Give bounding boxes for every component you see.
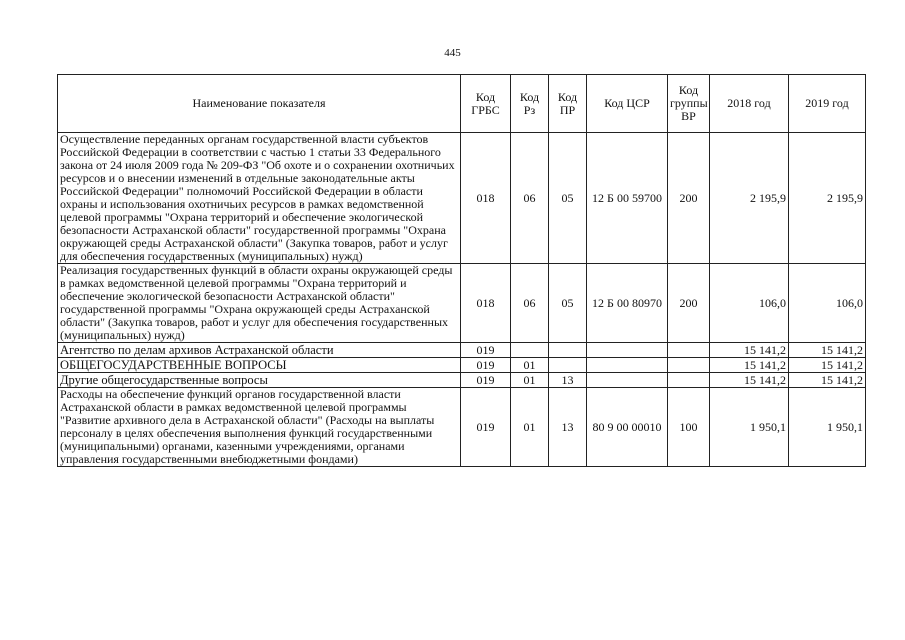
row-2018: 15 141,2 xyxy=(710,343,789,358)
row-2018: 1 950,1 xyxy=(710,388,789,467)
row-name: Агентство по делам архивов Астраханской области xyxy=(58,343,461,358)
row-vr: 200 xyxy=(668,264,710,343)
table-row xyxy=(58,373,866,388)
row-2018: 15 141,2 xyxy=(710,358,789,373)
row-csr xyxy=(587,358,668,373)
row-rz: 06 xyxy=(511,264,549,343)
row-csr: 80 9 00 00010 xyxy=(587,388,668,467)
header-2018: 2018 год xyxy=(710,75,789,133)
header-csr: Код ЦСР xyxy=(587,75,668,133)
row-grbs: 019 xyxy=(461,343,511,358)
row-name: Расходы на обеспечение функций органов государственной власти Астраханской области в рамках ведомственной целевой программы "Развитие архивного дела в Астраханской области" (Расходы на выплаты персоналу в целях обеспечения выполнения функций государственными (муниципальными) органами, казенными учреждениями, органами управления государственными внебюджетными фондами) xyxy=(58,388,461,467)
row-pr: 13 xyxy=(549,373,587,388)
row-2019: 1 950,1 xyxy=(789,388,866,467)
header-pr: Код ПР xyxy=(549,75,587,133)
table-row xyxy=(58,358,866,373)
page-number: 445 xyxy=(444,47,461,59)
row-vr: 100 xyxy=(668,388,710,467)
row-2018: 15 141,2 xyxy=(710,373,789,388)
header-2019: 2019 год xyxy=(789,75,866,133)
row-name: ОБЩЕГОСУДАРСТВЕННЫЕ ВОПРОСЫ xyxy=(58,358,461,373)
row-rz: 01 xyxy=(511,373,549,388)
row-csr: 12 Б 00 59700 xyxy=(587,133,668,264)
row-2019: 106,0 xyxy=(789,264,866,343)
budget-table xyxy=(57,74,866,467)
row-grbs: 019 xyxy=(461,358,511,373)
row-grbs: 018 xyxy=(461,133,511,264)
table-row xyxy=(58,343,866,358)
row-pr xyxy=(549,358,587,373)
table-row xyxy=(58,388,866,467)
row-vr xyxy=(668,373,710,388)
table-row xyxy=(58,264,866,343)
row-rz: 01 xyxy=(511,388,549,467)
row-2018: 106,0 xyxy=(710,264,789,343)
header-rz: Код Рз xyxy=(511,75,549,133)
row-rz: 01 xyxy=(511,358,549,373)
row-grbs: 019 xyxy=(461,373,511,388)
row-grbs: 018 xyxy=(461,264,511,343)
row-2018: 2 195,9 xyxy=(710,133,789,264)
row-2019: 2 195,9 xyxy=(789,133,866,264)
row-csr: 12 Б 00 80970 xyxy=(587,264,668,343)
header-vr: Код группы ВР xyxy=(668,75,710,133)
row-vr xyxy=(668,358,710,373)
row-grbs: 019 xyxy=(461,388,511,467)
row-rz xyxy=(511,343,549,358)
row-name: Реализация государственных функций в области охраны окружающей среды в рамках ведомственной целевой программы "Охрана территорий и обеспечение экологической безопасности Астраханской области" государственной программы "Охрана окружающей среды Астраханской области" (Закупка товаров, работ и услуг для обеспечения государственных (муниципальных) нужд) xyxy=(58,264,461,343)
row-pr: 05 xyxy=(549,264,587,343)
row-pr: 13 xyxy=(549,388,587,467)
row-rz: 06 xyxy=(511,133,549,264)
table-row xyxy=(58,133,866,264)
row-csr xyxy=(587,373,668,388)
row-vr xyxy=(668,343,710,358)
row-2019: 15 141,2 xyxy=(789,343,866,358)
table-header-row xyxy=(58,75,866,133)
row-2019: 15 141,2 xyxy=(789,373,866,388)
header-name: Наименование показателя xyxy=(58,75,461,133)
row-csr xyxy=(587,343,668,358)
row-2019: 15 141,2 xyxy=(789,358,866,373)
row-pr: 05 xyxy=(549,133,587,264)
row-pr xyxy=(549,343,587,358)
row-vr: 200 xyxy=(668,133,710,264)
row-name: Другие общегосударственные вопросы xyxy=(58,373,461,388)
header-grbs: Код ГРБС xyxy=(461,75,511,133)
row-name: Осуществление переданных органам государственной власти субъектов Российской Федерации в соответствии с частью 1 статьи 33 Федерального закона от 24 июля 2009 года № 209-ФЗ "Об охоте и о сохранении охотничьих ресурсов и о внесении изменений в отдельные законодательные акты Российской Федерации" полномочий Российской Федерации в области охраны и использования охотничьих ресурсов в рамках ведомственной целевой программы "Охрана территорий и обеспечение экологической безопасности Астраханской области" государственной программы "Охрана окружающей среды Астраханской области" (Закупка товаров, работ и услуг для обеспечения государственных (муниципальных) нужд) xyxy=(58,133,461,264)
